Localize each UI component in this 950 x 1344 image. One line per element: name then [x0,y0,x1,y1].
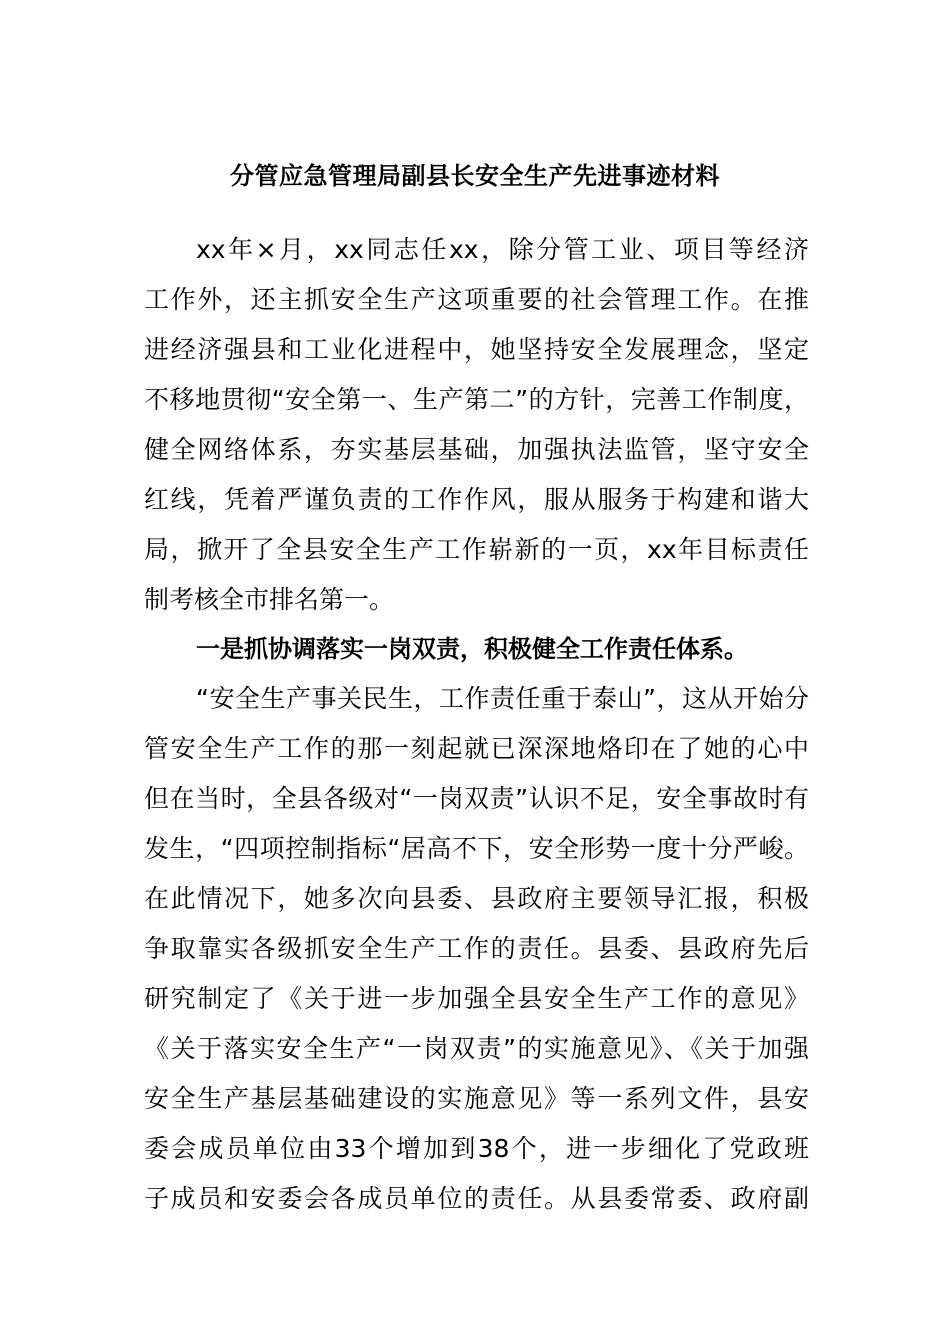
paragraph-line: 局，掀开了全县安全生产工作崭新的一页，xx年目标责任 [144,535,809,564]
paragraph-line: 争取靠实各级抓安全生产工作的责任。县委、县政府先后 [144,934,809,963]
paragraph-line: 不移地贯彻“安全第一、生产第二”的方针，完善工作制度， [144,385,809,414]
paragraph-line: 但在当时，全县各级对“一岗双责”认识不足，安全事故时有 [144,784,809,813]
paragraph-line: xx年×月，xx同志任xx，除分管工业、项目等经济 [196,235,809,264]
paragraph-line: 健全网络体系，夯实基层基础，加强执法监管，坚守安全 [144,435,809,464]
paragraph-line: 委会成员单位由33个增加到38个，进一步细化了党政班 [144,1134,809,1163]
document-title: 分管应急管理局副县长安全生产先进事迹材料 [230,162,720,190]
paragraph-line: 在此情况下，她多次向县委、县政府主要领导汇报，积极 [144,884,809,913]
paragraph-line: 红线，凭着严谨负责的工作作风，服从服务于构建和谐大 [144,485,809,514]
paragraph-line: 工作外，还主抓安全生产这项重要的社会管理工作。在推 [144,285,809,314]
section-heading: 一是抓协调落实一岗双责，积极健全工作责任体系。 [196,635,748,663]
paragraph-line: “安全生产事关民生，工作责任重于泰山”，这从开始分 [196,684,809,713]
paragraph-line: 安全生产基层基础建设的实施意见》等一系列文件，县安 [144,1084,809,1113]
paragraph-line: 发生，“四项控制指标“居高不下，安全形势一度十分严峻。 [144,834,809,863]
paragraph-line: 制考核全市排名第一。 [144,585,395,614]
paragraph-line: 《关于落实安全生产“一岗双责”的实施意见》、《关于加强 [144,1034,809,1063]
paragraph-line: 子成员和安委会各成员单位的责任。从县委常委、政府副 [144,1184,809,1213]
paragraph-line: 研究制定了《关于进一步加强全县安全生产工作的意见》 [144,984,809,1013]
paragraph-line: 进经济强县和工业化进程中，她坚持安全发展理念，坚定 [144,335,809,364]
paragraph-line: 管安全生产工作的那一刻起就已深深地烙印在了她的心中 [144,734,809,763]
